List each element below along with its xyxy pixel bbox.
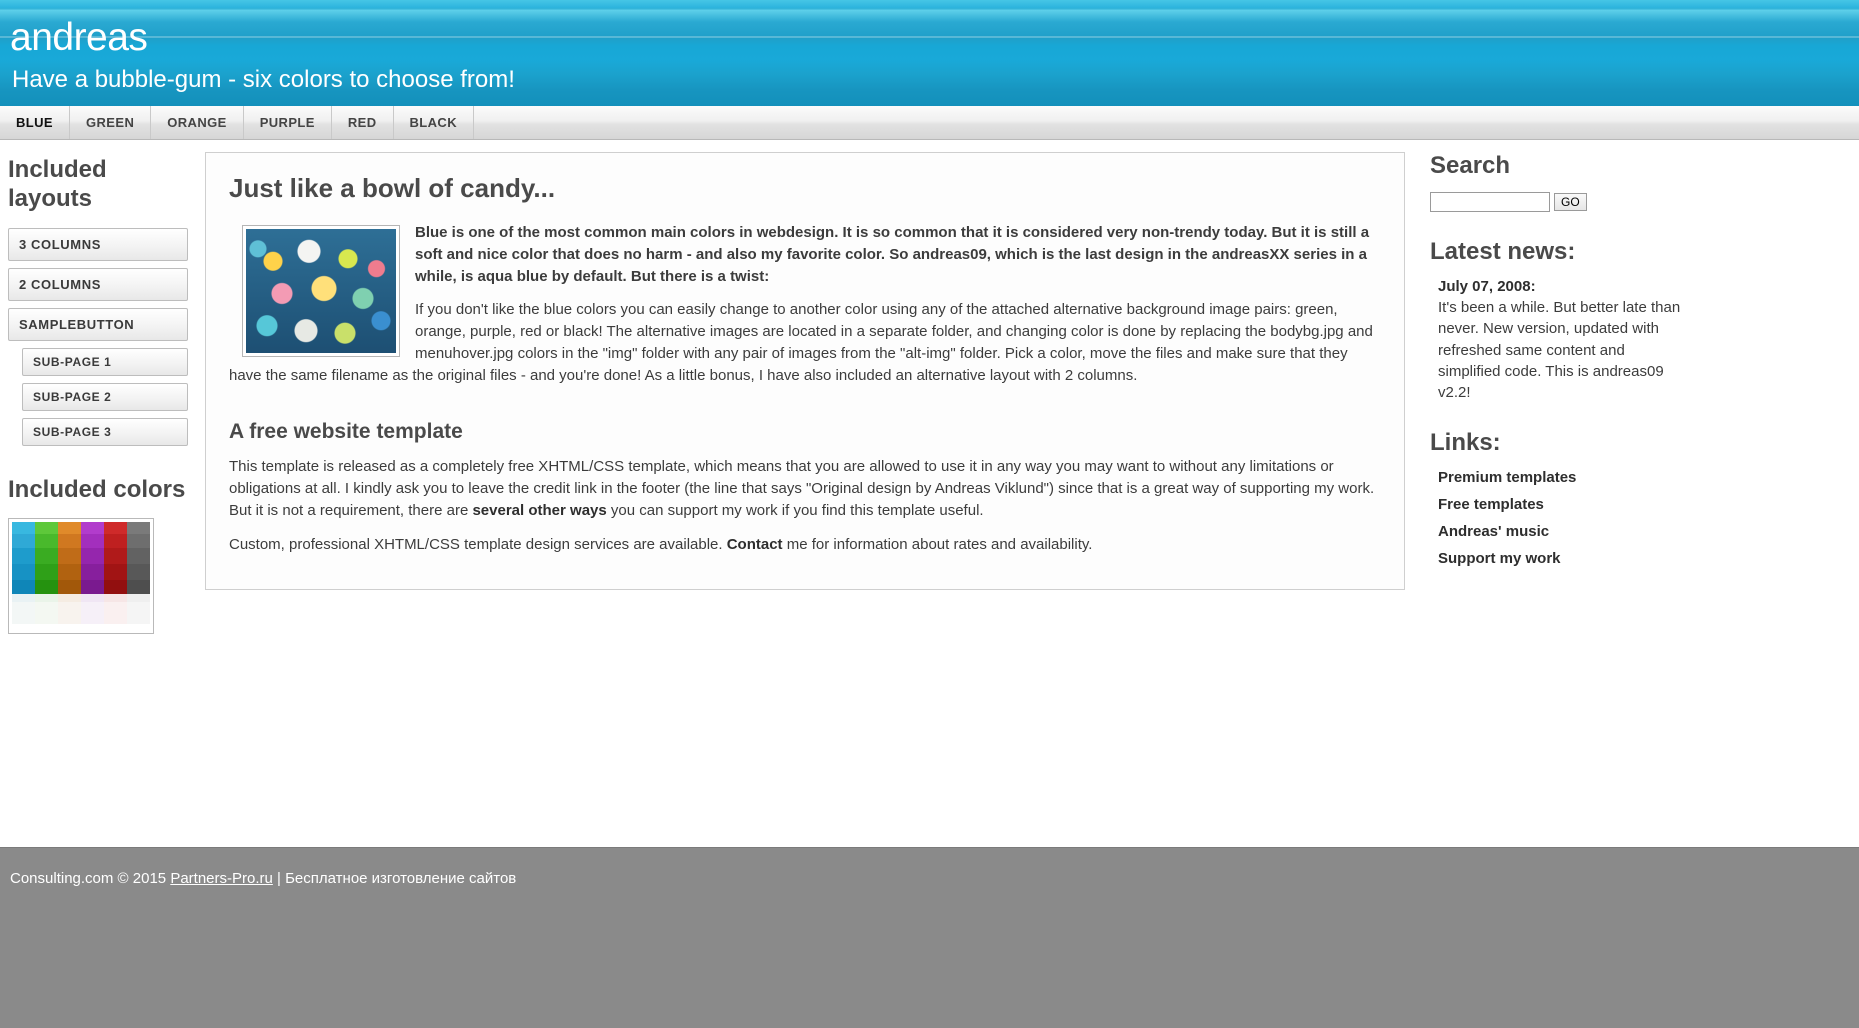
- color-swatch-image: [8, 518, 154, 634]
- swatch-cell: [35, 602, 58, 624]
- footer-text: [0, 848, 1859, 887]
- layout-button-3-columns[interactable]: [8, 228, 188, 261]
- swatch-cell: [81, 522, 104, 534]
- site-title: andreas: [10, 16, 148, 59]
- swatch-cell: [12, 602, 35, 624]
- links-heading: Links:: [1430, 429, 1501, 457]
- list-item[interactable]: [1438, 469, 1840, 486]
- footer-partner-link[interactable]: Partners-Pro.ru: [170, 870, 273, 887]
- included-layouts-heading: Included layouts: [8, 156, 107, 212]
- swatch-cell: [35, 548, 58, 564]
- body-paragraph-3: [229, 456, 1378, 521]
- swatch-cell: [81, 602, 104, 624]
- menu-item-red[interactable]: [332, 106, 394, 139]
- site-slogan: Have a bubble-gum - six colors to choose from!: [12, 66, 515, 93]
- intro-paragraph: Blue is one of the most common main colors in webdesign. It is so common that it is considered very non-trendy today. But it is still a soft and nice color that does no harm - and also my favorite color. So andreas09, which is the last design in the andreasXX series in a while, is aqua blue by default. But there is a twist:: [415, 224, 1370, 285]
- several-other-ways-link[interactable]: several other ways: [472, 501, 607, 519]
- paragraph-4-text-b: me for information about rates and availability.: [782, 535, 1093, 553]
- swatch-cell: [81, 534, 104, 548]
- swatch-cell: [35, 580, 58, 594]
- list-item[interactable]: [1438, 550, 1840, 567]
- paragraph-4-text-a: Custom, professional XHTML/CSS template design services are available.: [229, 535, 727, 553]
- swatch-cell: [58, 564, 81, 580]
- layout-button-sub-page-2[interactable]: [22, 383, 188, 411]
- layout-button-sub-page-1[interactable]: [22, 348, 188, 376]
- swatch-cell: [58, 548, 81, 564]
- color-swatch-grid: [12, 522, 150, 630]
- swatch-cell: [104, 602, 127, 624]
- swatch-cell: [81, 548, 104, 564]
- swatch-cell: [12, 594, 35, 602]
- bowl-of-candy-image: [243, 226, 399, 356]
- swatch-cell: [58, 580, 81, 594]
- swatch-cell: [58, 602, 81, 624]
- swatch-cell: [127, 522, 150, 534]
- menu-link-green[interactable]: GREEN: [86, 115, 135, 130]
- body-paragraph-2: If you don't like the blue colors you can easily change to another color using any of the attached alternative background image pairs: green, orange, purple, red or black! The alternative images are located in a separate folder, and changing color is done by replacing the bodybg.jpg and menuhover.jpg colors in the "img" folder with any pair of images from the "alt-img" folder. Pick a color, move the files and make sure that they have the same filename as the original files - and you're done! As a little bonus, I have also included an alternative layout with 2 columns.: [229, 301, 1373, 384]
- swatch-cell: [81, 564, 104, 580]
- list-item[interactable]: [1438, 496, 1840, 513]
- layout-button-sub-page-3[interactable]: [22, 418, 188, 446]
- swatch-cell: [104, 580, 127, 594]
- menu-item-orange[interactable]: [151, 106, 243, 139]
- swatch-cell: [127, 534, 150, 548]
- layout-link-2-columns[interactable]: 2 COLUMNS: [8, 268, 188, 301]
- swatch-cell: [58, 594, 81, 602]
- search-input[interactable]: [1430, 192, 1550, 212]
- menu-link-purple[interactable]: PURPLE: [259, 115, 315, 130]
- site-header: [0, 0, 1859, 106]
- swatch-cell: [104, 522, 127, 534]
- link-andreas-music[interactable]: Andreas' music: [1438, 523, 1550, 541]
- links-list: [1430, 469, 1840, 567]
- menu-link-orange[interactable]: ORANGE: [167, 115, 227, 130]
- swatch-cell: [104, 564, 127, 580]
- layout-button-list: [8, 228, 188, 446]
- swatch-cell: [58, 522, 81, 534]
- section-subtitle: A free website template: [229, 420, 463, 444]
- swatch-cell: [81, 580, 104, 594]
- main-content: [205, 152, 1405, 590]
- paragraph-3-text-b: you can support my work if you find this template useful.: [606, 501, 984, 519]
- footer-text-before: Consulting.com © 2015: [10, 870, 171, 887]
- menu-item-green[interactable]: [70, 106, 151, 139]
- included-colors-heading: Included colors: [8, 475, 186, 503]
- link-free-templates[interactable]: Free templates: [1438, 496, 1544, 514]
- swatch-cell: [12, 580, 35, 594]
- swatch-cell: [35, 594, 58, 602]
- swatch-cell: [58, 534, 81, 548]
- page-title: Just like a bowl of candy...: [229, 173, 556, 203]
- body-paragraph-4: [229, 534, 1378, 556]
- swatch-cell: [127, 564, 150, 580]
- news-date: July 07, 2008:: [1438, 278, 1536, 295]
- right-sidebar: [1430, 152, 1850, 577]
- swatch-cell: [127, 602, 150, 624]
- swatch-cell: [12, 522, 35, 534]
- swatch-cell: [12, 534, 35, 548]
- swatch-cell: [35, 564, 58, 580]
- left-sidebar: [0, 140, 196, 634]
- site-footer: [0, 847, 1859, 1028]
- swatch-cell: [127, 580, 150, 594]
- list-item[interactable]: [1438, 523, 1840, 540]
- menu-item-purple[interactable]: [244, 106, 332, 139]
- latest-news-heading: Latest news:: [1430, 238, 1576, 265]
- menu-link-black[interactable]: BLACK: [409, 115, 457, 130]
- menu-item-blue[interactable]: [0, 106, 70, 139]
- news-body: It's been a while. But better late than never. New version, updated with refreshed same content and simplified code. This is andreas09 v2.2!: [1438, 299, 1681, 402]
- main-navigation[interactable]: [0, 106, 1859, 140]
- swatch-cell: [35, 522, 58, 534]
- search-form[interactable]: [1430, 192, 1840, 212]
- swatch-cell: [104, 548, 127, 564]
- link-premium-templates[interactable]: Premium templates: [1438, 469, 1577, 487]
- swatch-cell: [127, 548, 150, 564]
- page-body: [0, 140, 1859, 887]
- swatch-cell: [12, 548, 35, 564]
- search-submit-button[interactable]: GO: [1554, 193, 1587, 211]
- swatch-cell: [104, 594, 127, 602]
- layout-link-sub-page-1[interactable]: SUB-PAGE 1: [22, 348, 188, 376]
- swatch-cell: [35, 534, 58, 548]
- menu-item-black[interactable]: [394, 106, 475, 139]
- layout-link-3-columns[interactable]: 3 COLUMNS: [8, 228, 188, 261]
- layout-link-samplebutton[interactable]: SAMPLEBUTTON: [8, 308, 188, 341]
- layout-button-2-columns[interactable]: [8, 268, 188, 301]
- layout-link-sub-page-3[interactable]: SUB-PAGE 3: [22, 418, 188, 446]
- search-heading: Search: [1430, 152, 1511, 179]
- swatch-cell: [81, 594, 104, 602]
- contact-link[interactable]: Contact: [726, 535, 783, 553]
- layout-button-samplebutton[interactable]: [8, 308, 188, 341]
- menu-link-red[interactable]: RED: [347, 115, 377, 130]
- swatch-cell: [104, 534, 127, 548]
- layout-link-sub-page-2[interactable]: SUB-PAGE 2: [22, 383, 188, 411]
- footer-text-after: | Бесплатное изготовление сайтов: [272, 870, 517, 887]
- paragraph-3-text-a: This template is released as a completely free XHTML/CSS template, which means that you are allowed to use it in any way you may want to without any limitations or obligations at all. I kindly ask you to leave the credit link in the footer (the line that says "Original design by Andreas Viklund") since that is a great way of supporting my work. But it is not a requirement, there are: [229, 458, 1375, 519]
- link-support-my-work[interactable]: Support my work: [1438, 550, 1561, 568]
- swatch-cell: [127, 594, 150, 602]
- menu-link-blue[interactable]: BLUE: [16, 115, 53, 130]
- swatch-cell: [12, 564, 35, 580]
